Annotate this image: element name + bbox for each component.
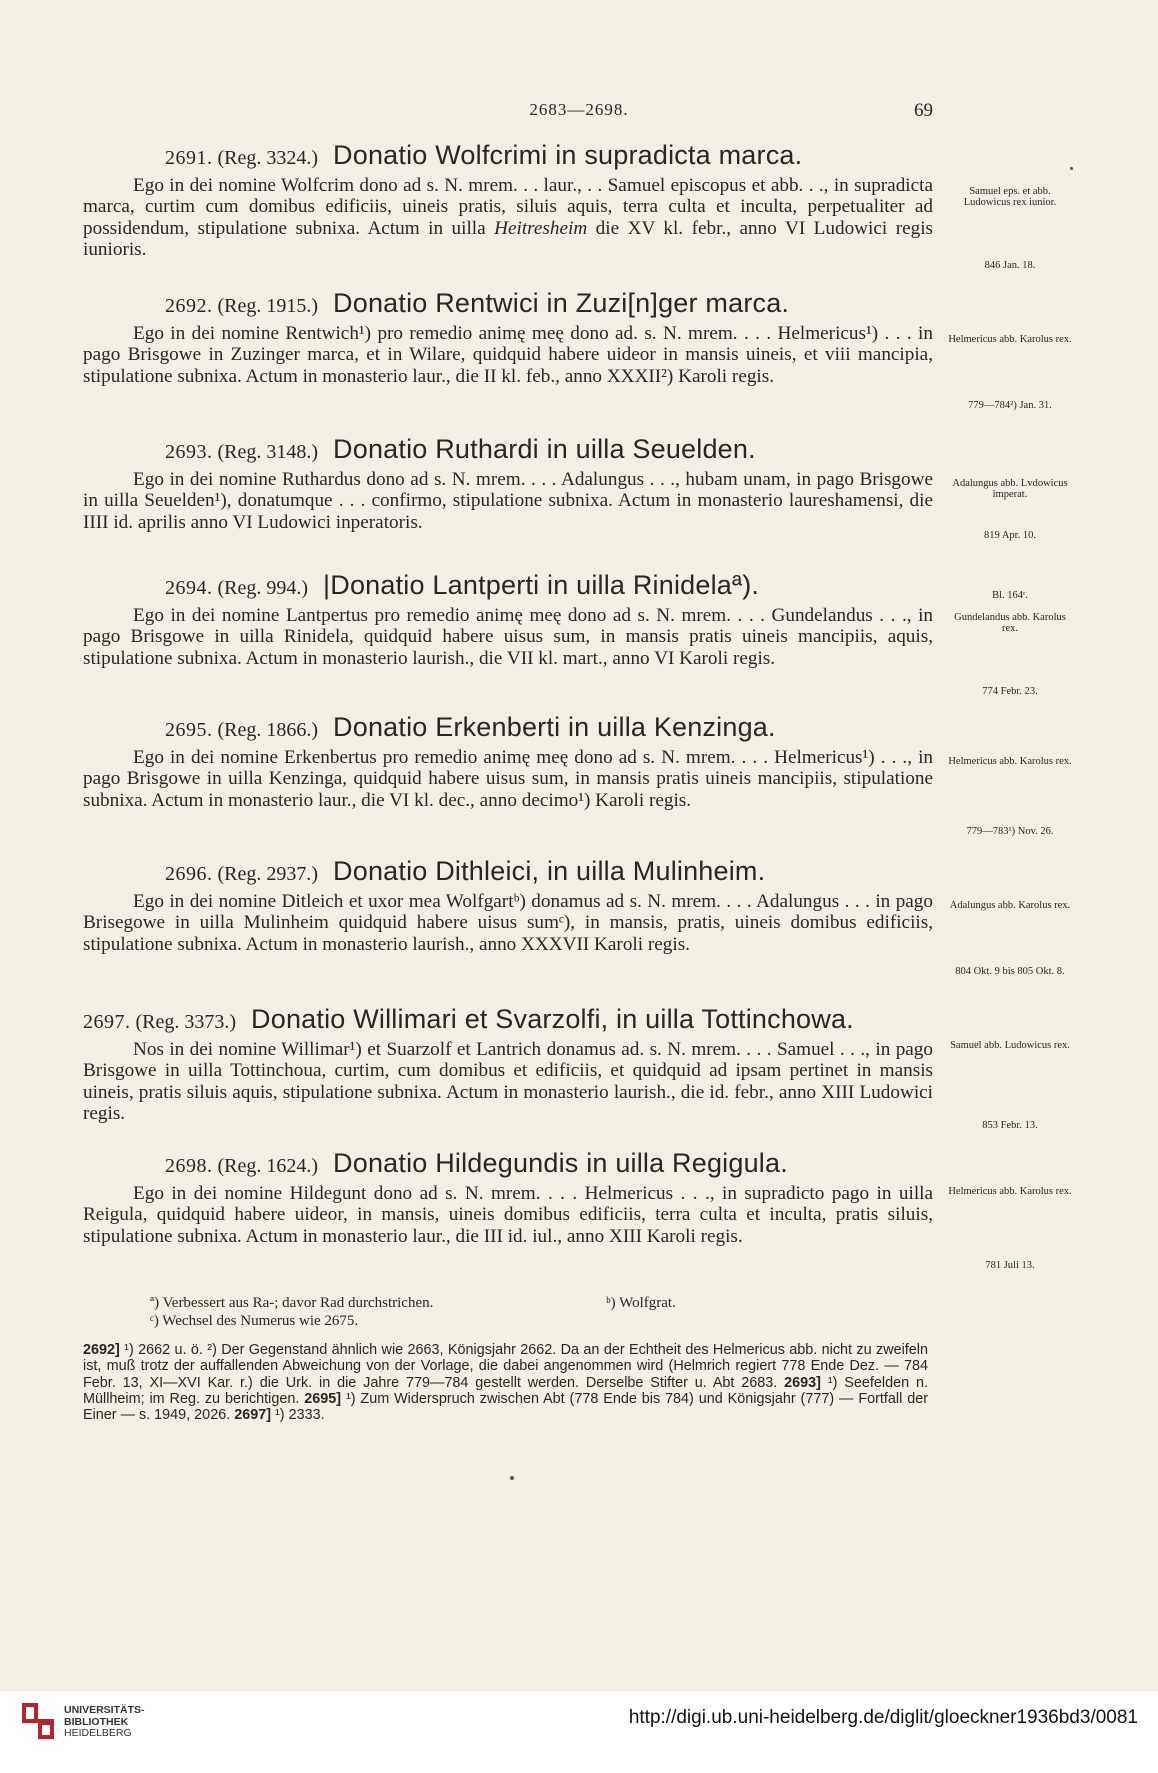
entry-number: 2694. [165,577,213,599]
entry-register: (Reg. 1866.) [217,719,319,741]
entry-number: 2691. [165,147,213,169]
margin-date-2696: 804 Okt. 9 bis 805 Okt. 8. [955,966,1065,977]
entry-text: Ego in dei nomine Ditleich et uxor mea Wolfgartᵇ) donamus ad s. N. mrem. . . . Adalungus . . . in pago Brisegowe in uilla Mulinheim quidquid habere uisus sumᶜ), in mansis, pratis, uineis domibus edificiis, stipulatione subnixa. Actum in monasterio laurish., anno XXXVII Karoli regis. [83,891,933,955]
note-label: 2697] [234,1407,272,1424]
entry-text: Ego in dei nomine Hildegunt dono ad s. N. mrem. . . . Helmericus . . ., in supradicto pago in uilla Reigula, quidquid habere uideor, in mansis, uineis domibus edificiis, terra culta et inculta, pratis siluis, stipulatione subnixa. Actum in monasterio laur., die III id. iul., anno XIII Karoli regis. [83,1183,933,1247]
margin-note-2697: Samuel abb. Ludowicus rex. [950,1040,1070,1051]
footnote-a: ª) Verbessert aus Ra-; davor Rad durchstrichen. [150,1295,434,1311]
entry-heading [165,712,933,743]
margin-note-2694: Gundelandus abb. Karolus rex. [954,612,1066,634]
margin-date-2691: 846 Jan. 18. [984,260,1036,271]
entry-title: Donatio Wolfcrimi in supradicta marca. [333,140,803,170]
entry-number: 2692. [165,295,213,317]
permalink-url[interactable]: http://digi.ub.uni-heidelberg.de/diglit/gloeckner1936bd3/0081 [628,1707,1138,1728]
entry-number: 2695. [165,719,213,741]
note-label: 2692] [83,1342,120,1358]
entry-heading [165,434,933,465]
entry-text: Ego in dei nomine Ruthardus dono ad s. N. mrem. . . . Adalungus . . ., hubam unam, in pago Brisgowe in uilla Seuelden¹), donatumque . . . confirmo, stipulatione subnixa. Actum in monasterio laureshamensi, die IIII id. aprilis anno VI Ludowici inperatoris. [83,469,933,533]
entry-heading [83,1004,933,1035]
entry-number: 2696. [165,863,213,885]
footnote-b: ᵇ) Wolfgrat. [606,1295,676,1311]
entry-register: (Reg. 3373.) [135,1011,237,1033]
entry-2692 [83,288,933,387]
ub-heidelberg-logo-icon [18,1699,58,1743]
margin-date-2693: 819 Apr. 10. [984,530,1036,541]
footnote-c: ᶜ) Wechsel des Numerus wie 2675. [150,1313,359,1329]
margin-date-2697: 853 Febr. 13. [982,1120,1038,1131]
entry-text: Ego in dei nomine Rentwich¹) pro remedio animę meę dono ad. s. N. mrem. . . . Helmericus¹) . . . in pago Brisgowe in Zuzinger marca, et in Wilare, quidquid habere uideor in mansis uineis, et viii mancipia, stipulatione subnixa. Actum in monasterio laur., die II kl. feb., anno XXXII²) Karoli regis. [83,323,933,387]
entry-title: Donatio Hildegundis in uilla Regigula. [333,1148,788,1178]
entry-register: (Reg. 994.) [217,577,309,599]
entry-text: Ego in dei nomine Lantpertus pro remedio animę meę dono ad s. N. mrem. . . . Gundelandus . . ., in pago Brisgowe in uilla Rinidela, quidquid habere uisus sum, in mansis pratis uineis mancipiis, aquis, stipulatione subnixa. Actum in monasterio laurish., die VII kl. mart., anno VI Karoli regis. [83,605,933,669]
entry-2693 [83,434,933,533]
entry-heading [165,1148,933,1179]
library-name: UNIVERSITÄTS- BIBLIOTHEK HEIDELBERG [64,1704,145,1739]
entry-text: Nos in dei nomine Willimar¹) et Suarzolf et Lantrich donamus ad. s. N. mrem. . . . Samuel . . ., in pago Brisgowe in uilla Tottinchoua, curtim, cum domibus et edificiis, et quidquid ad ipsam pertinet in mansis uineis, pratis siluis aquis, stipulatione subnixa. Actum in monasterio laurish., die id. febr., anno XIII Ludowici regis. [83,1039,933,1125]
entry-heading [165,140,933,171]
entry-2691 [83,140,933,261]
entry-text: Ego in dei nomine Wolfcrim dono ad s. N. mrem. . . laur., . . Samuel episcopus et abb. . ., in supradicta marca, curtim cum domibus edificiis, uineis pratis, siluis aquis, terra culta et inculta, perpetualiter ad possidendum, stipulatione subnixa. Actum in uilla Heitresheim die XV kl. febr., anno VI Ludowici regis iunioris. [83,175,933,261]
entry-heading [165,288,933,319]
entry-title: |Donatio Lantperti in uilla Rinidelaª). [323,570,760,600]
commentary-notes: 2692] ¹) 2662 u. ö. ²) Der Gegenstand ähnlich wie 2663, Königsjahr 2662. Da an der Echtheit des Helmericus abb. nicht zu zweifeln ist, muß trotz der auffallenden Abweichung von der Vorlage, die dabei angenommen wird (Helmrich regiert 778 Ende Dez. — 784 Febr. 13, XI—XVI Kar. r.) die Urk. in die Jahre 779—784 gestellt werden. Derselbe Stifter u. Abt 2683. 2693] ¹) Seefelden n. Müllheim; im Reg. zu berichtigen. 2695] ¹) Zum Widerspruch zwischen Abt (778 Ende bis 784) und Königsjahr (777) — Fortfall der Einer — s. 1949, 2026. 2697] ¹) 2333. [83,1342,928,1424]
entry-title: Donatio Rentwici in Zuzi[n]ger marca. [333,288,790,318]
entry-register: (Reg. 3324.) [217,147,319,169]
entry-text: Ego in dei nomine Erkenbertus pro remedio animę meę dono ad s. N. mrem. . . . Helmericus¹) . . ., in pago Brisgowe in uilla Kenzinga, quidquid habere uisus sum, in mansis pratis uineis mancipiis, stipulatione subnixa. Actum in monasterio laur., die VI kl. dec., anno decimo¹) Karoli regis. [83,747,933,811]
folio-marker: Bl. 164ʳ. [992,590,1028,601]
margin-date-2698: 781 Juli 13. [985,1260,1035,1271]
margin-note-2696: Adalungus abb. Karolus rex. [949,900,1071,911]
entry-number: 2697. [83,1011,131,1033]
place-name: Heitresheim [494,217,588,239]
entry-register: (Reg. 3148.) [217,441,319,463]
entry-2696 [83,856,933,955]
margin-names: Samuel eps. et abb. Ludowicus rex iunior. [963,186,1057,208]
margin-note-2693: Adalungus abb. Lvdowicus imperat. [952,478,1068,500]
entry-title: Donatio Dithleici, in uilla Mulinheim. [333,856,766,886]
entry-title: Donatio Willimari et Svarzolfi, in uilla Tottinchowa. [251,1004,854,1034]
margin-note-2698: Helmericus abb. Karolus rex. [948,1186,1072,1197]
running-header-range: 2683—2698. [529,100,629,119]
entry-heading [165,570,933,601]
entry-2694 [83,570,933,669]
margin-date-2695: 779—783¹) Nov. 26. [966,826,1054,837]
page-speck [510,1476,514,1480]
entry-2698 [83,1148,933,1247]
entry-register: (Reg. 1915.) [217,295,319,317]
margin-note-2695: Helmericus abb. Karolus rex. [948,756,1072,767]
page-number: 69 [914,100,933,121]
entry-number: 2693. [165,441,213,463]
entry-register: (Reg. 2937.) [217,863,319,885]
margin-date-2694: 774 Febr. 23. [982,686,1038,697]
entry-2697 [83,1004,933,1125]
note-label: 2695] [304,1390,342,1407]
entry-number: 2698. [165,1155,213,1177]
entry-title: Donatio Erkenberti in uilla Kenzinga. [333,712,776,742]
entry-register: (Reg. 1624.) [217,1155,319,1177]
viewer-footer [0,1691,1158,1773]
margin-note-2692: Helmericus abb. Karolus rex. [948,334,1072,345]
page-speck [1070,167,1073,170]
margin-date-2692: 779—784²) Jan. 31. [968,400,1052,411]
entry-title: Donatio Ruthardi in uilla Seuelden. [333,434,756,464]
entry-heading [165,856,933,887]
note-label: 2693] [784,1374,821,1391]
entry-2695 [83,712,933,811]
margin-note-2691 [945,186,1075,208]
